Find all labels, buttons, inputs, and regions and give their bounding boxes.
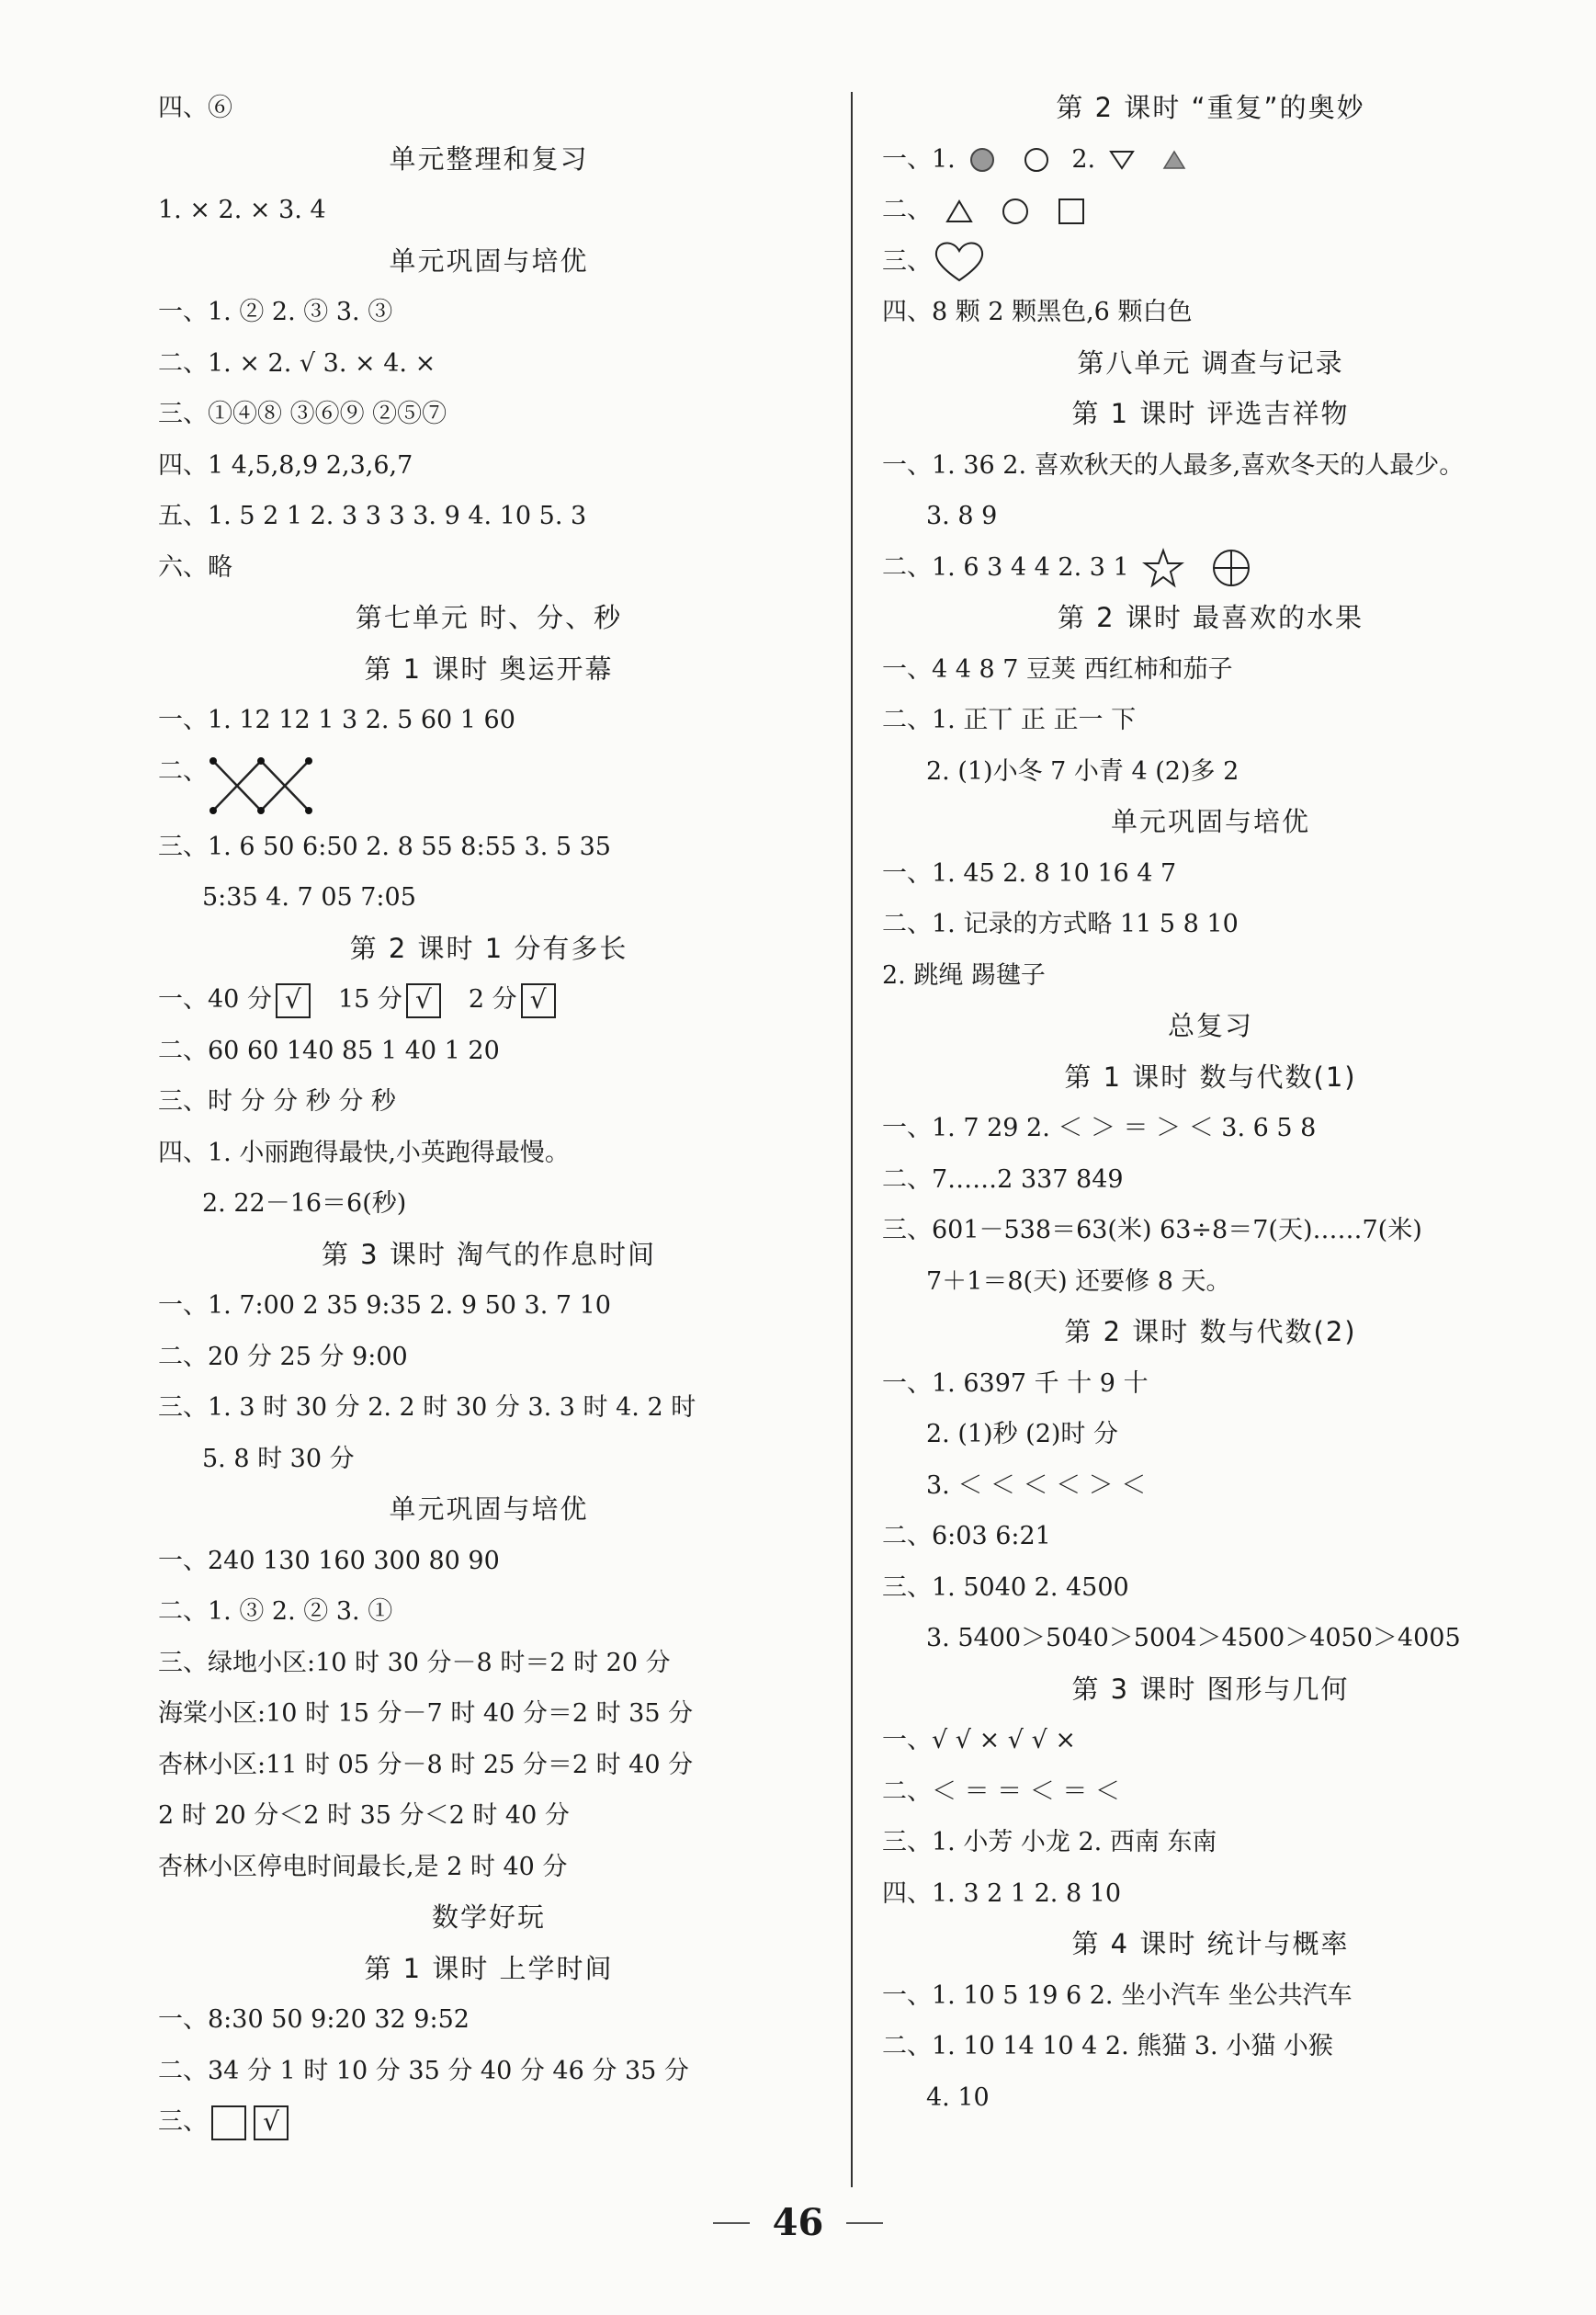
answer-line: 一、1. 6397 千 十 9 十 <box>882 1368 1149 1398</box>
section-heading: 第 2 课时 1 分有多长 <box>349 932 628 964</box>
check-box: √ <box>254 2105 289 2140</box>
answer-line: 五、1. 5 2 1 2. 3 3 3 3. 9 4. 10 5. 3 <box>158 502 587 530</box>
answer-line: 二、1. 记录的方式略 11 5 8 10 <box>882 910 1239 938</box>
answer-line: 二、34 分 1 时 10 分 35 分 40 分 46 分 35 分 <box>158 2056 689 2085</box>
section-heading: 单元巩固与培优 <box>389 1493 589 1525</box>
answer-line: 四、1. 小丽跑得最快,小英跑得最慢。 <box>158 1138 570 1167</box>
section-heading: 第 2 课时 最喜欢的水果 <box>1057 602 1364 633</box>
section-heading: 数学好玩 <box>431 1901 546 1933</box>
answer-value: 2 分 <box>468 985 517 1014</box>
column-divider <box>851 92 853 2187</box>
answer-line: 杏林小区停电时间最长,是 2 时 40 分 <box>158 1852 568 1881</box>
shape-answer <box>882 542 1539 594</box>
square-icon <box>1057 197 1086 226</box>
answer-line: 三、绿地小区:10 时 30 分－8 时＝2 时 20 分 <box>158 1648 671 1677</box>
answer-line: 一、1. 7 29 2. ＜ ＞ ＝ ＞ ＜ 3. 6 5 8 <box>882 1114 1317 1142</box>
answer-label: 二、 <box>882 196 932 224</box>
page-footer <box>0 2201 1596 2244</box>
answer-line: 三、①④⑧ ③⑥⑨ ②⑤⑦ <box>158 400 447 428</box>
answer-line: 一、1. 12 12 1 3 2. 5 60 1 60 <box>158 706 515 734</box>
answer-line: 二、20 分 25 分 9:00 <box>158 1342 408 1371</box>
answer-line: 2. (1)秒 (2)时 分 <box>926 1420 1118 1448</box>
answer-line: 三、1. 6 50 6:50 2. 8 55 8:55 3. 5 35 <box>158 832 611 861</box>
answer-line: 二、1. 正丅 正 正一 下 <box>882 706 1137 734</box>
answer-label: 一、1. <box>882 144 956 174</box>
triangle-icon <box>945 199 974 224</box>
section-heading: 单元巩固与培优 <box>1110 806 1310 837</box>
answer-line: 六、略 <box>158 552 232 582</box>
check-box: √ <box>521 983 556 1018</box>
answer-line: 一、1. 7:00 2 35 9:35 2. 9 50 3. 7 10 <box>158 1291 611 1320</box>
answer-line: 二、6:03 6:21 <box>882 1522 1051 1550</box>
section-heading: 第 4 课时 统计与概率 <box>1071 1928 1350 1959</box>
answer-line: 2. 跳绳 踢毽子 <box>882 960 1046 990</box>
answer-line: 2. 22－16＝6(秒) <box>202 1189 407 1218</box>
answer-line: 三、1. 5040 2. 4500 <box>882 1572 1129 1602</box>
answer-value: 15 分 <box>337 985 402 1014</box>
answer-value: 40 分 <box>208 985 272 1014</box>
answer-line: 三、601－538＝63(米) 63÷8＝7(天)……7(米) <box>882 1216 1422 1244</box>
answer-line: 二、1. 10 14 10 4 2. 熊猫 3. 小猫 小猴 <box>882 2032 1333 2060</box>
answer-2-label: 2. <box>1063 144 1096 174</box>
shape-answer <box>882 236 1539 288</box>
answer-line: 一、240 130 160 300 80 90 <box>158 1546 500 1575</box>
answer-line: 四、1. 3 2 1 2. 8 10 <box>882 1878 1122 1908</box>
shape-answer <box>882 134 1539 186</box>
answer-line: 二、＜ ＝ ＝ ＜ ＝ ＜ <box>882 1776 1120 1806</box>
section-heading: 总复习 <box>1167 1010 1253 1041</box>
check-box: √ <box>406 983 441 1018</box>
answer-line: 一、4 4 8 7 豆荚 西红柿和茄子 <box>882 654 1233 684</box>
section-heading: 第 3 课时 淘气的作息时间 <box>321 1238 657 1270</box>
answer-label: 三、 <box>882 246 932 276</box>
check-box: √ <box>276 983 311 1018</box>
answer-line: 二、60 60 140 85 1 40 1 20 <box>158 1036 500 1065</box>
answer-line: 3. 5400＞5040＞5004＞4500＞4050＞4005 <box>926 1624 1461 1652</box>
answer-line: 4. 10 <box>926 2082 990 2112</box>
section-heading: 第 1 课时 上学时间 <box>364 1952 614 1984</box>
answer-line: 四、1 4,5,8,9 2,3,6,7 <box>158 450 413 480</box>
circle-icon <box>1000 196 1031 227</box>
answer-line: 三、时 分 分 秒 分 秒 <box>158 1087 396 1116</box>
answer-line: 杏林小区:11 时 05 分－8 时 25 分＝2 时 40 分 <box>158 1750 694 1779</box>
answer-line: 一、1. ② 2. ③ 3. ③ <box>158 298 393 326</box>
section-heading: 第 1 课时 数与代数(1) <box>1064 1061 1357 1093</box>
answer-line: 5:35 4. 7 05 7:05 <box>202 883 416 912</box>
section-heading: 第 1 课时 奥运开幕 <box>364 653 614 685</box>
down-triangle-icon <box>1108 148 1136 172</box>
answer-line: 三、1. 3 时 30 分 2. 2 时 30 分 3. 3 时 4. 2 时 <box>158 1393 696 1422</box>
section-heading: 第 1 课时 评选吉祥物 <box>1071 398 1350 429</box>
gray-circle-icon <box>968 146 996 174</box>
answer-line: 2 时 20 分＜2 时 35 分＜2 时 40 分 <box>158 1801 570 1830</box>
answer-line: 三、1. 小芳 小龙 2. 西南 东南 <box>882 1828 1217 1856</box>
answer-line: 一、√ √ × √ √ × <box>882 1726 1076 1754</box>
answer-label: 三、 <box>158 2107 208 2136</box>
section-heading: 单元整理和复习 <box>389 142 589 175</box>
matching-answer <box>158 746 820 822</box>
answer-line: 3. ＜ ＜ ＜ ＜ ＞ ＜ <box>926 1470 1147 1500</box>
section-heading: 第七单元 时、分、秒 <box>355 602 623 633</box>
answer-line: 一、1. 10 5 19 6 2. 坐小汽车 坐公共汽车 <box>882 1980 1353 2010</box>
section-heading: 第 2 课时 “重复”的奥妙 <box>1056 92 1365 123</box>
section-heading: 第八单元 调查与记录 <box>1077 346 1344 379</box>
heart-icon <box>932 239 987 285</box>
page-number: 46 <box>772 2201 824 2244</box>
answer-line: 一、8:30 50 9:20 32 9:52 <box>158 2005 470 2034</box>
shape-answer <box>882 185 1539 236</box>
answer-line: 二、1. × 2. √ 3. × 4. × <box>158 348 436 378</box>
answer-line: 海棠小区:10 时 15 分－7 时 40 分＝2 时 35 分 <box>158 1699 694 1728</box>
checkbox-answer <box>158 974 820 1026</box>
answer-label: 二、 <box>158 756 208 786</box>
answer-line: 5. 8 时 30 分 <box>202 1444 355 1473</box>
check-box <box>211 2105 246 2140</box>
answer-line: 二、7……2 337 849 <box>882 1164 1124 1194</box>
answer-line: 1. × 2. × 3. 4 <box>158 196 326 224</box>
gray-triangle-icon <box>1161 149 1187 171</box>
answer-line: 一、1. 36 2. 喜欢秋天的人最多,喜欢冬天的人最少。 <box>882 450 1465 480</box>
checkbox-answer <box>158 2096 820 2148</box>
section-heading: 第 3 课时 图形与几何 <box>1071 1673 1350 1705</box>
footer-rule-left <box>713 2222 750 2224</box>
answer-line: 四、8 颗 2 颗黑色,6 颗白色 <box>882 298 1193 326</box>
section-heading: 单元巩固与培优 <box>389 244 589 277</box>
matching-lines-diagram <box>204 754 323 818</box>
answer-line: 7＋1＝8(天) 还要修 8 天。 <box>926 1266 1231 1296</box>
circle-icon <box>1022 145 1051 175</box>
right-column <box>882 83 1539 2123</box>
footer-rule-right <box>846 2222 883 2224</box>
answer-label: 一、 <box>158 985 208 1014</box>
answer-label: 二、1. 6 3 4 4 2. 3 1 <box>882 552 1129 582</box>
star-icon <box>1142 548 1184 588</box>
left-column <box>158 83 820 2148</box>
answer-line: 一、1. 45 2. 8 10 16 4 7 <box>882 858 1177 888</box>
crossed-circle-icon <box>1210 547 1252 589</box>
answer-line: 3. 8 9 <box>926 502 998 530</box>
answer-line: 2. (1)小冬 7 小青 4 (2)多 2 <box>926 756 1239 786</box>
section-heading: 第 2 课时 数与代数(2) <box>1064 1316 1357 1347</box>
answer-line: 四、⑥ <box>158 94 232 122</box>
answer-line: 二、1. ③ 2. ② 3. ① <box>158 1597 393 1626</box>
